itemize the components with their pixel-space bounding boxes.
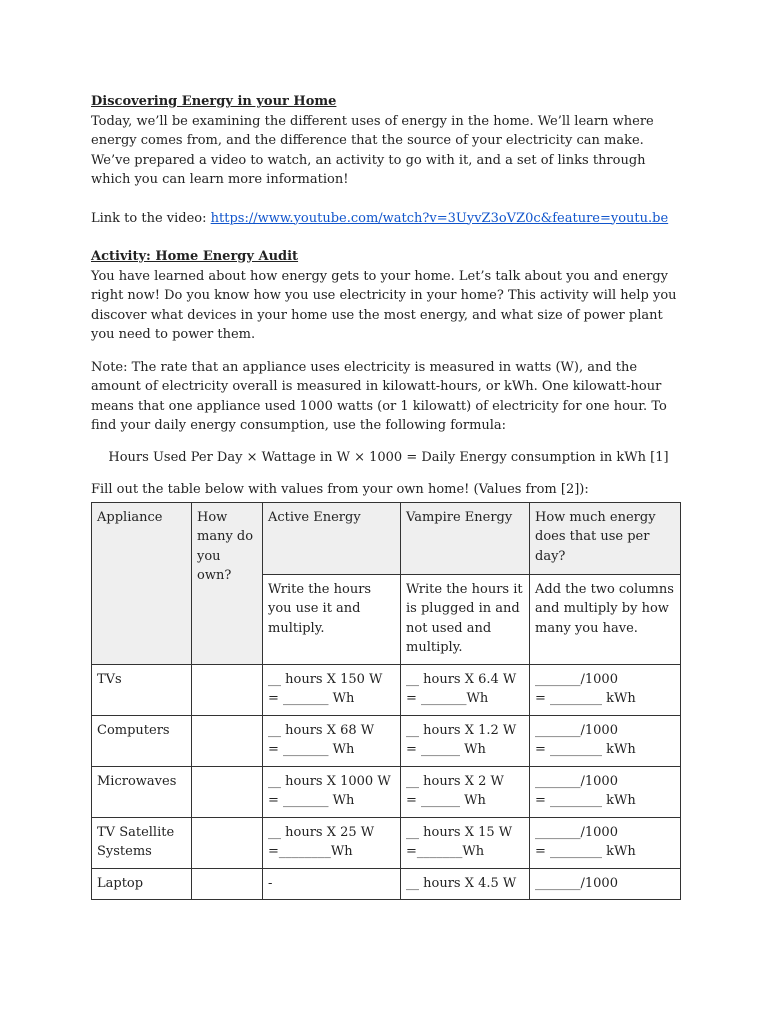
cell-appliance: TV Satellite Systems (92, 817, 192, 868)
table-row (92, 817, 681, 868)
video-line (91, 209, 686, 229)
cell-active: __ hours X 25 W =________Wh (263, 817, 401, 868)
cell-count[interactable] (192, 868, 263, 900)
table-row (92, 664, 681, 715)
cell-vampire: __ hours X 1.2 W = ______ Wh (401, 715, 530, 766)
header-how-many: How many do you own? (192, 502, 263, 664)
cell-per-day: _______/1000 = ________ kWh (530, 817, 681, 868)
cell-count[interactable] (192, 664, 263, 715)
intro-heading: Discovering Energy in your Home (91, 94, 337, 109)
table-intro: Fill out the table below with values from your own home! (Values from [2]): (91, 482, 589, 497)
table-header-row (92, 502, 681, 574)
cell-per-day: _______/1000 = ________ kWh (530, 715, 681, 766)
cell-per-day: _______/1000 (530, 868, 681, 900)
subheader-per-day: Add the two columns and multiply by how many you have. (530, 574, 681, 664)
energy-audit-table (91, 502, 681, 901)
cell-appliance: Laptop (92, 868, 192, 900)
table-row (92, 766, 681, 817)
cell-vampire: __ hours X 2 W = ______ Wh (401, 766, 530, 817)
header-per-day: How much energy does that use per day? (530, 502, 681, 574)
note-paragraph: Note: The rate that an appliance uses electricity is measured in watts (W), and the amount of electricity overall is measured in kilowatt-hours, or kWh. One kilowatt-hour means that one appliance used 1000 watts (or 1 kilowatt) of electricity for one hour. To find your daily energy consumption, use the following formula: (91, 359, 667, 433)
activity-paragraph: You have learned about how energy gets to your home. Let’s talk about you and energy right now! Do you know how you use electricity in your home? This activity will help you discover what devices in your home use the most energy, and what size of power plant you need to power them. (91, 268, 677, 342)
video-label: Link to the video: (91, 210, 211, 226)
formula: Hours Used Per Day × Wattage in W × 1000 = Daily Energy consumption in kWh [1] (108, 449, 669, 465)
cell-appliance: Microwaves (92, 766, 192, 817)
cell-appliance: Computers (92, 715, 192, 766)
document-page (91, 92, 686, 900)
cell-vampire: __ hours X 4.5 W (401, 868, 530, 900)
header-active-energy: Active Energy (263, 502, 401, 574)
cell-active: __ hours X 68 W = _______ Wh (263, 715, 401, 766)
header-appliance: Appliance (92, 502, 192, 664)
cell-per-day: _______/1000 = ________ kWh (530, 766, 681, 817)
cell-active: - (263, 868, 401, 900)
cell-active: __ hours X 1000 W = _______ Wh (263, 766, 401, 817)
cell-active: __ hours X 150 W = _______ Wh (263, 664, 401, 715)
cell-count[interactable] (192, 817, 263, 868)
cell-vampire: __ hours X 15 W =_______Wh (401, 817, 530, 868)
header-vampire-energy: Vampire Energy (401, 502, 530, 574)
cell-vampire: __ hours X 6.4 W = _______Wh (401, 664, 530, 715)
cell-count[interactable] (192, 715, 263, 766)
table-row (92, 868, 681, 900)
intro-paragraph: Today, we’ll be examining the different uses of energy in the home. We’ll learn where energy comes from, and the difference that the source of your electricity can make. We’ve prepared a video to watch, an activity to go with it, and a set of links through which you can learn more information! (91, 113, 654, 187)
subheader-active: Write the hours you use it and multiply. (263, 574, 401, 664)
video-link[interactable]: https://www.youtube.com/watch?v=3UyvZ3oVZ0c&feature=youtu.be (210, 210, 669, 226)
activity-heading: Activity: Home Energy Audit (91, 249, 299, 264)
cell-per-day: _______/1000 = ________ kWh (530, 664, 681, 715)
table-row (92, 715, 681, 766)
cell-count[interactable] (192, 766, 263, 817)
subheader-vampire: Write the hours it is plugged in and not used and multiply. (401, 574, 530, 664)
cell-appliance: TVs (92, 664, 192, 715)
